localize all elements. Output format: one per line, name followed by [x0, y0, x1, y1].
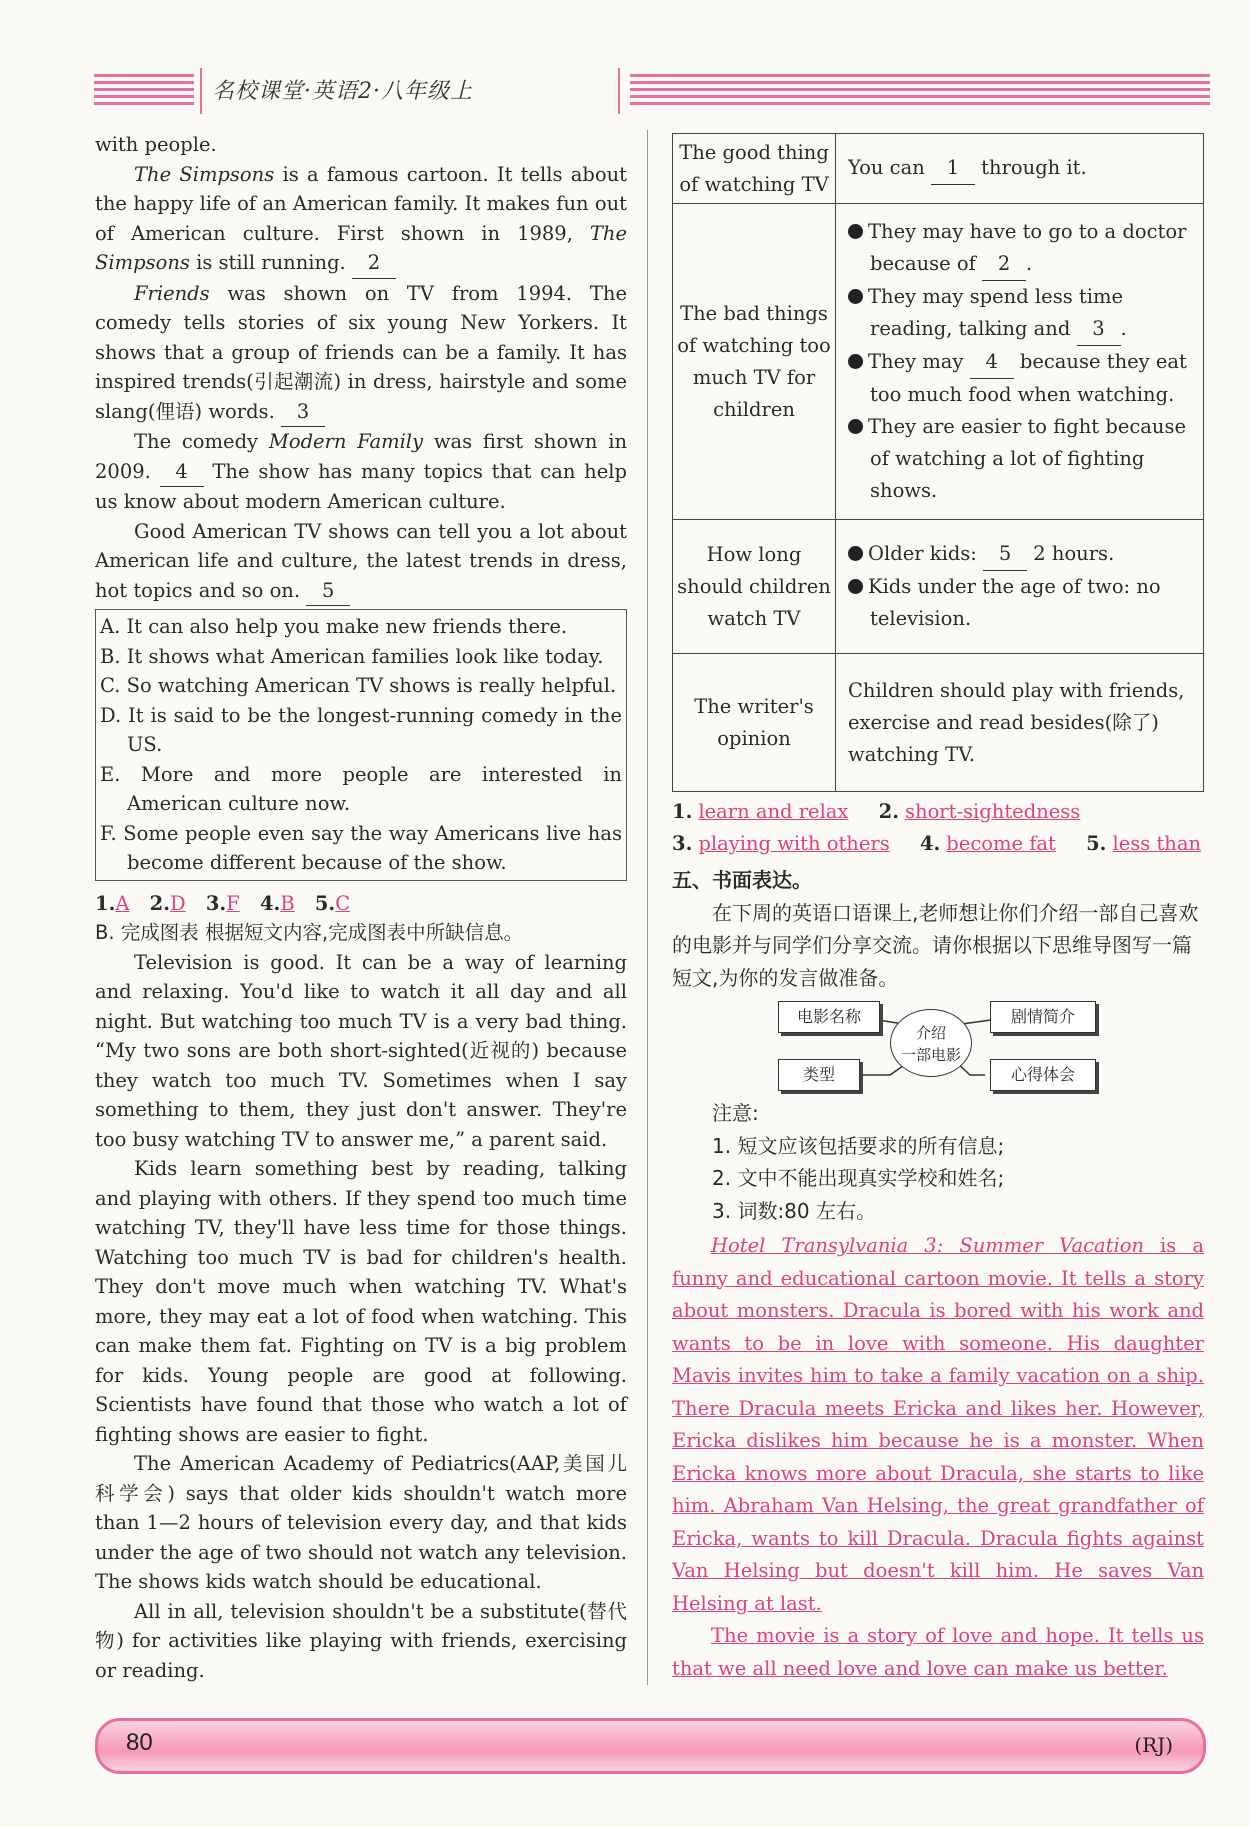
- answer: short-sightedness: [905, 800, 1081, 823]
- mind-map-center: [890, 1009, 972, 1077]
- text: The comedy: [134, 430, 269, 453]
- text: [672, 1234, 1204, 1615]
- model-essay: [672, 1230, 1204, 1685]
- option: E. More and more people are interested in American culture now.: [100, 762, 622, 815]
- header-stripes-right: [630, 74, 1210, 108]
- paragraph: The American Academy of Pediatrics(AAP,美国儿科学会) says that older kids shouldn't watch more than 1—2 hours of television every day, and that kids under the age of two should not watch any television. The shows kids watch should be educational.: [95, 1452, 627, 1593]
- mind-map-node: 电影名称: [778, 1001, 880, 1033]
- column-divider: [647, 130, 648, 1685]
- row-content: [836, 520, 1204, 654]
- bullet-icon: [848, 579, 863, 594]
- text: They may have to go to a doctor because of: [868, 220, 1187, 275]
- paragraph-simpsons: [95, 160, 627, 279]
- answer-number: 1.: [672, 800, 693, 823]
- text: because they eat too much food when watching.: [870, 350, 1187, 406]
- list-item: [848, 538, 1195, 571]
- header-stripes-left: [94, 74, 194, 108]
- row-content: Children should play with friends, exercise and read besides(除了) watching TV.: [836, 654, 1204, 792]
- answer: D: [170, 891, 186, 915]
- text: They may: [868, 350, 970, 373]
- edition-label: (RJ): [1134, 1733, 1173, 1757]
- bullet-icon: [848, 546, 863, 561]
- answer-number: 3.: [205, 891, 227, 915]
- writing-prompt: 在下周的英语口语课上,老师想让你们介绍一部自己喜欢的电影并与同学们分享交流。请你根据以下思维导图写一篇短文,为你的发言做准备。: [672, 900, 1199, 990]
- list-item: [848, 571, 1195, 635]
- answer-number: 4.: [919, 832, 941, 855]
- paragraph: Television is good. It can be a way of learning and relaxing. You'd like to watch it all day and all night. But watching too much TV is a very bad thing. “My two sons are both short-sighted(近视的) because they watch too much TV. Sometimes when I say something to them, they just don't answer. They're too busy watching TV to answer me,” a parent said.: [95, 950, 627, 1151]
- row-label: The writer's opinion: [673, 654, 836, 792]
- left-column: [95, 130, 627, 1685]
- paragraph-conclusion: [95, 517, 627, 607]
- answer-blank: 3: [281, 397, 325, 428]
- essay-paragraph: [672, 1230, 1204, 1620]
- option: A. It can also help you make new friends there.: [100, 615, 568, 638]
- table-row: [673, 520, 1204, 654]
- text: is still running.: [189, 251, 352, 274]
- text: The show has many topics that can help us know about modern American culture.: [95, 459, 627, 513]
- answer: playing with others: [698, 832, 890, 855]
- text: Kids under the age of two: no television.: [868, 575, 1161, 630]
- note-item: 3. 词数:80 左右。: [712, 1198, 876, 1223]
- answer-number: 1.: [95, 891, 116, 915]
- answer-blank: 5: [306, 576, 350, 607]
- text: 2 hours.: [1027, 542, 1115, 565]
- answer: C: [335, 891, 351, 915]
- answer-blank: 3: [1077, 313, 1121, 346]
- answer-blank: 1: [931, 152, 975, 185]
- movie-title: Hotel Transylvania 3: Summer Vacation: [711, 1234, 1144, 1257]
- text: through it.: [974, 156, 1087, 179]
- page-number: 80: [126, 1729, 153, 1756]
- option: C. So watching American TV shows is really helpful.: [100, 674, 617, 697]
- answer-number: 3.: [672, 832, 693, 855]
- row-content: [836, 134, 1204, 204]
- text: They may spend less time reading, talking and: [868, 285, 1124, 340]
- b-answers: [672, 796, 1232, 860]
- option: D. It is said to be the longest-running comedy in the US.: [100, 703, 622, 756]
- show-title: The Simpsons: [134, 162, 275, 186]
- list-item: They may spend less time reading, talking and 3 .: [848, 281, 1195, 346]
- row-label: The bad things of watching too much TV for children: [673, 204, 836, 520]
- answer-blank: 2: [982, 248, 1026, 281]
- answer-number: 2.: [149, 891, 171, 915]
- answer-number: 2.: [878, 800, 899, 823]
- answer-blank: 5: [983, 538, 1027, 571]
- options-box: [95, 609, 627, 881]
- row-content: [836, 204, 1204, 520]
- answer: learn and relax: [698, 800, 849, 823]
- center-label: 一部电影: [900, 1046, 961, 1064]
- header-divider: [618, 68, 620, 114]
- essay-paragraph: [672, 1620, 1204, 1685]
- mind-map: [770, 995, 1100, 1095]
- row-label: The good thing of watching TV: [673, 134, 836, 204]
- answer: F: [226, 891, 240, 915]
- answer-blank: 4: [970, 346, 1014, 379]
- notes: [672, 1097, 1208, 1227]
- section-heading: 五、书面表达。: [672, 868, 812, 892]
- answer-number: 4.: [259, 891, 281, 915]
- answer: become fat: [946, 832, 1056, 855]
- table-row: [673, 204, 1204, 520]
- text: was shown on TV from 1994. The comedy tells stories of six young New Yorkers. It shows that a group of friends can be a family. It has inspired trends(引起潮流) in dress, hairstyle and some slang(俚语) words.: [95, 281, 627, 423]
- show-title: The Simpsons: [95, 221, 627, 274]
- answer-row: [95, 889, 627, 919]
- mind-map-node: 剧情简介: [990, 1001, 1096, 1033]
- list-item: [848, 411, 1195, 507]
- answer-blank: 4: [160, 457, 204, 488]
- row-label: How long should children watch TV: [673, 520, 836, 654]
- text: Good American TV shows can tell you a lot about American life and culture, the latest trends in dress, hot topics and so on.: [95, 519, 627, 602]
- bullet-icon: [848, 419, 863, 434]
- bullet-icon: [848, 289, 863, 304]
- note-item: 2. 文中不能出现真实学校和姓名;: [712, 1166, 1005, 1190]
- paragraph: with people.: [95, 133, 217, 156]
- answer: B: [280, 891, 295, 915]
- notes-title: 注意:: [712, 1101, 759, 1125]
- note-item: 1. 短文应该包括要求的所有信息;: [712, 1133, 1005, 1158]
- writing-section: [672, 864, 1208, 994]
- bullet-icon: [848, 224, 863, 239]
- center-label: 介绍: [915, 1024, 946, 1042]
- table-row: [673, 134, 1204, 204]
- text: was first shown in 2009.: [95, 430, 628, 483]
- mind-map-node: 心得体会: [990, 1059, 1096, 1091]
- paragraph-modern-family: [95, 427, 627, 517]
- header-title: 名校课堂·英语2·八年级上: [212, 79, 473, 104]
- answer: less than: [1112, 832, 1202, 855]
- page-header: [90, 60, 1210, 120]
- text: The movie is a story of love and hope. It tells us that we all need love and love can make us better.: [672, 1624, 1204, 1680]
- text: They are easier to fight because of watching a lot of fighting shows.: [868, 415, 1187, 502]
- answer-number: 5.: [314, 891, 336, 915]
- text: is a famous cartoon. It tells about the happy life of an American family. It makes fun out of American culture. First shown in 1989,: [95, 162, 628, 245]
- answer-number: 5.: [1086, 832, 1107, 855]
- text: is a funny and educational cartoon movie. It tells a story about monsters. Dracula is bored with his work and wants to be in love with someone. His daughter Mavis invites him to take a family vacation on a ship. There Dracula meets Ericka and likes her. However, Ericka dislikes him because he is a monster. When Ericka knows more about Dracula, she starts to like him. Abraham Van Helsing, the great grandfather of Ericka, wants to kill Dracula. Dracula fights against Van Helsing but doesn't kill him. He saves Van Helsing at last.: [672, 1234, 1204, 1615]
- list-item: They may have to go to a doctor because of 2 .: [848, 216, 1195, 281]
- show-title: Modern Family: [268, 430, 424, 453]
- answer-blank: 2: [352, 248, 396, 279]
- page-footer: [95, 1718, 1206, 1774]
- text: You can: [848, 156, 931, 179]
- text: Older kids:: [868, 542, 984, 565]
- bullet-icon: [848, 354, 863, 369]
- info-table: [672, 133, 1204, 792]
- paragraph: All in all, television shouldn't be a substitute(替代物) for activities like playing with friends, exercising or reading.: [95, 1599, 627, 1682]
- paragraph: Kids learn something best by reading, talking and playing with others. If they spend too much time watching TV, they'll have less time for those things. Watching too much TV is bad for children's health. They don't move much when watching TV. What's more, they may eat a lot of food when watching. This can make them fat. Fighting on TV is a big problem for kids. Young people are good at following. Scientists have found that those who watch a lot of fighting shows are easier to fight.: [95, 1157, 627, 1446]
- show-title: Friends: [134, 281, 210, 305]
- section-b-heading: B. 完成图表 根据短文内容,完成图表中所缺信息。: [95, 921, 524, 944]
- list-item: [848, 346, 1195, 411]
- mind-map-node: 类型: [778, 1059, 860, 1091]
- answer: A: [115, 891, 130, 915]
- paragraph-friends: [95, 279, 627, 428]
- header-divider: [200, 68, 202, 114]
- option: F. Some people even say the way Americans live has become different because of the show.: [100, 821, 622, 874]
- option: B. It shows what American families look like today.: [100, 644, 604, 668]
- table-row: [673, 654, 1204, 792]
